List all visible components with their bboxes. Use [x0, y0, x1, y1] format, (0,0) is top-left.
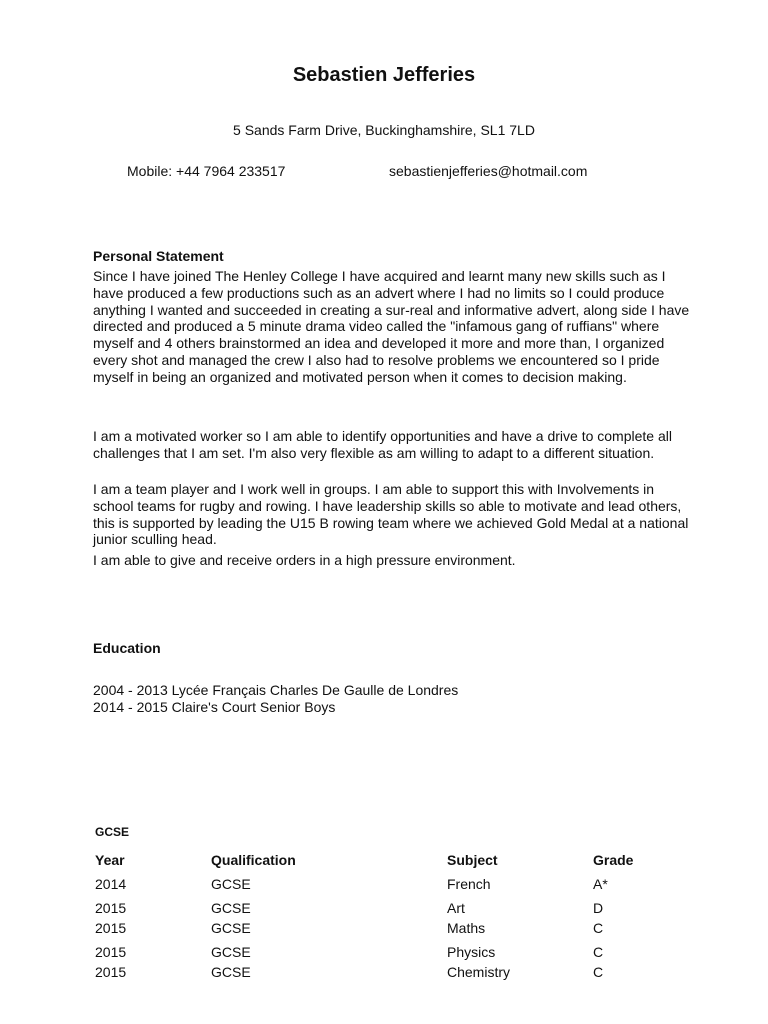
cell-grade: C	[593, 944, 604, 960]
cell-qualification: GCSE	[211, 876, 251, 892]
education-heading: Education	[93, 640, 161, 656]
cell-year: 2015	[95, 964, 127, 980]
gcse-heading: GCSE	[95, 825, 130, 839]
mobile-number: Mobile: +44 7964 233517	[127, 163, 286, 179]
cell-qualification: GCSE	[211, 900, 251, 916]
cell-grade: D	[593, 900, 604, 916]
cell-grade: C	[593, 964, 604, 980]
cell-qualification: GCSE	[211, 944, 251, 960]
email-address: sebastienjefferies@hotmail.com	[389, 163, 588, 179]
cell-subject: Maths	[447, 920, 486, 936]
candidate-name: Sebastien Jefferies	[292, 64, 476, 86]
column-header-qualification: Qualification	[211, 852, 296, 868]
education-item: 2014 - 2015 Claire's Court Senior Boys	[93, 699, 336, 715]
statement-paragraph: I am able to give and receive orders in a high pressure environment.	[93, 552, 516, 568]
cell-grade: C	[593, 920, 604, 936]
address: 5 Sands Farm Drive, Buckinghamshire, SL1 7LD	[233, 122, 535, 138]
cell-subject: Chemistry	[447, 964, 511, 980]
personal-statement-heading: Personal Statement	[93, 248, 224, 264]
statement-paragraph: I am a team player and I work well in groups. I am able to support this with Involvements in school teams for rugby and rowing. I have leadership skills so able to motivate and lead others, this is supported by leading the U15 B rowing team where we achieved Gold Medal at a national junior sculling head.	[93, 481, 689, 548]
cell-qualification: GCSE	[211, 964, 251, 980]
column-header-year: Year	[95, 852, 125, 868]
column-header-subject: Subject	[447, 852, 498, 868]
cell-qualification: GCSE	[211, 920, 251, 936]
cell-year: 2015	[95, 900, 127, 916]
cell-subject: Physics	[447, 944, 496, 960]
cell-year: 2015	[95, 920, 127, 936]
cell-grade: A*	[593, 876, 608, 892]
cell-subject: French	[447, 876, 491, 892]
education-item: 2004 - 2013 Lycée Français Charles De Gaulle de Londres	[93, 682, 459, 698]
statement-paragraph: Since I have joined The Henley College I have acquired and learnt many new skills such as I have produced a few productions such as an advert where I had no limits so I could produce anything I wanted and succeeded in creating a sur-real and informative advert, along side I have directed and produced a 5 minute drama video called the "infamous gang of ruffians" where myself and 4 others brainstormed an idea and developed it more and more than, I organized every shot and managed the crew I also had to resolve problems we encountered so I pride myself in being an organized and motivated person when it comes to decision making.	[93, 268, 690, 385]
cell-subject: Art	[447, 900, 465, 916]
cell-year: 2015	[95, 944, 127, 960]
cell-year: 2014	[95, 876, 127, 892]
column-header-grade: Grade	[593, 852, 634, 868]
statement-paragraph: I am a motivated worker so I am able to identify opportunities and have a drive to complete all challenges that I am set. I'm also very flexible as am willing to adapt to a different situation.	[93, 428, 672, 461]
